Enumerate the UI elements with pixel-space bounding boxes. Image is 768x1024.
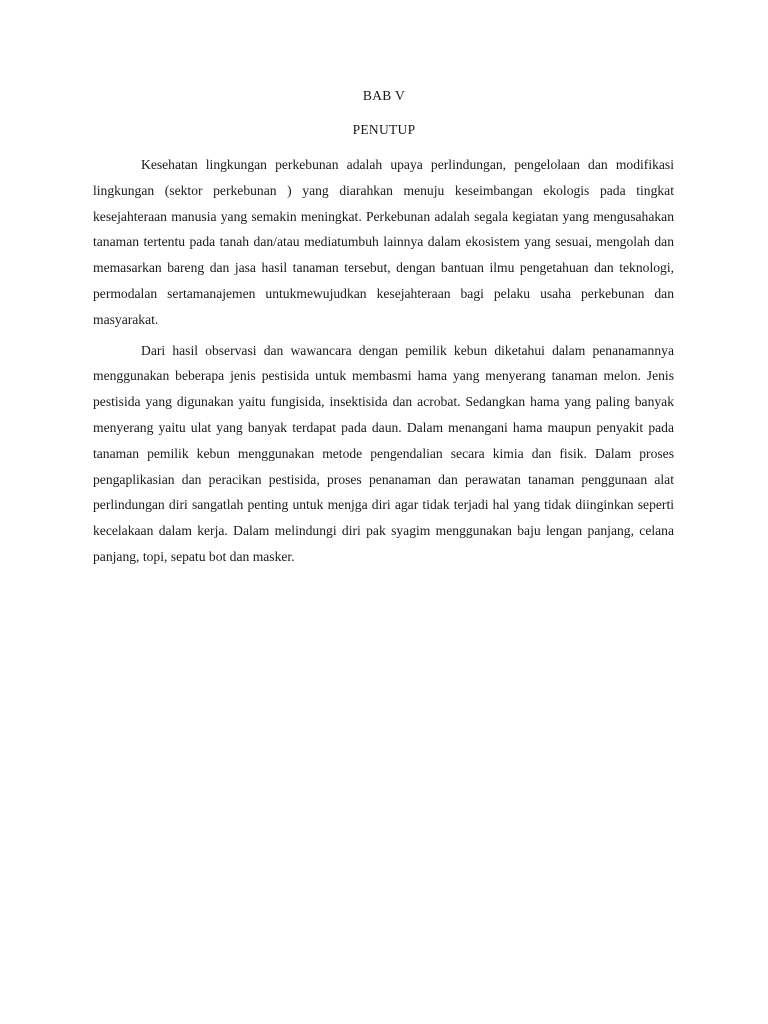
- chapter-heading: BAB V: [362, 88, 406, 103]
- paragraph-1: Kesehatan lingkungan perkebunan adalah upaya perlindungan, pengelolaan dan modifikasi lingkungan (sektor perkebunan ) yang diarahkan menuju keseimbangan ekologis pada tingkat kesejahteraan manusia yang semakin meningkat. Perkebunan adalah segala kegiatan yang mengusahakan tanaman tertentu pada tanah dan/atau mediatumbuh lainnya dalam ekosistem yang sesuai, mengolah dan memasarkan bareng dan jasa hasil tanaman tersebut, dengan bantuan ilmu pengetahuan dan teknologi, permodalan sertamanajemen untukmewujudkan kesejahteraan bagi pelaku usaha perkebunan dan masyarakat.: [93, 157, 674, 327]
- body-text: [93, 152, 674, 575]
- paragraph-2: Dari hasil observasi dan wawancara dengan pemilik kebun diketahui dalam penanamannya menggunakan beberapa jenis pestisida untuk membasmi hama yang menyerang tanaman melon. Jenis pestisida yang digunakan yaitu fungisida, insektisida dan acrobat. Sedangkan hama yang paling banyak menyerang yaitu ulat yang banyak terdapat pada daun. Dalam menangani hama maupun penyakit pada tanaman pemilik kebun menggunakan metode pengendalian secara kimia dan fisik. Dalam proses pengaplikasian dan peracikan pestisida, proses penanaman dan perawatan tanaman penggunaan alat perlindungan diri sangatlah penting untuk menjga diri agar tidak terjadi hal yang tidak diinginkan seperti kecelakaan dalam kerja. Dalam melindungi diri pak syagim menggunakan baju lengan panjang, celana panjang, topi, sepatu bot dan masker.: [93, 342, 674, 564]
- chapter-title: PENUTUP: [352, 122, 416, 137]
